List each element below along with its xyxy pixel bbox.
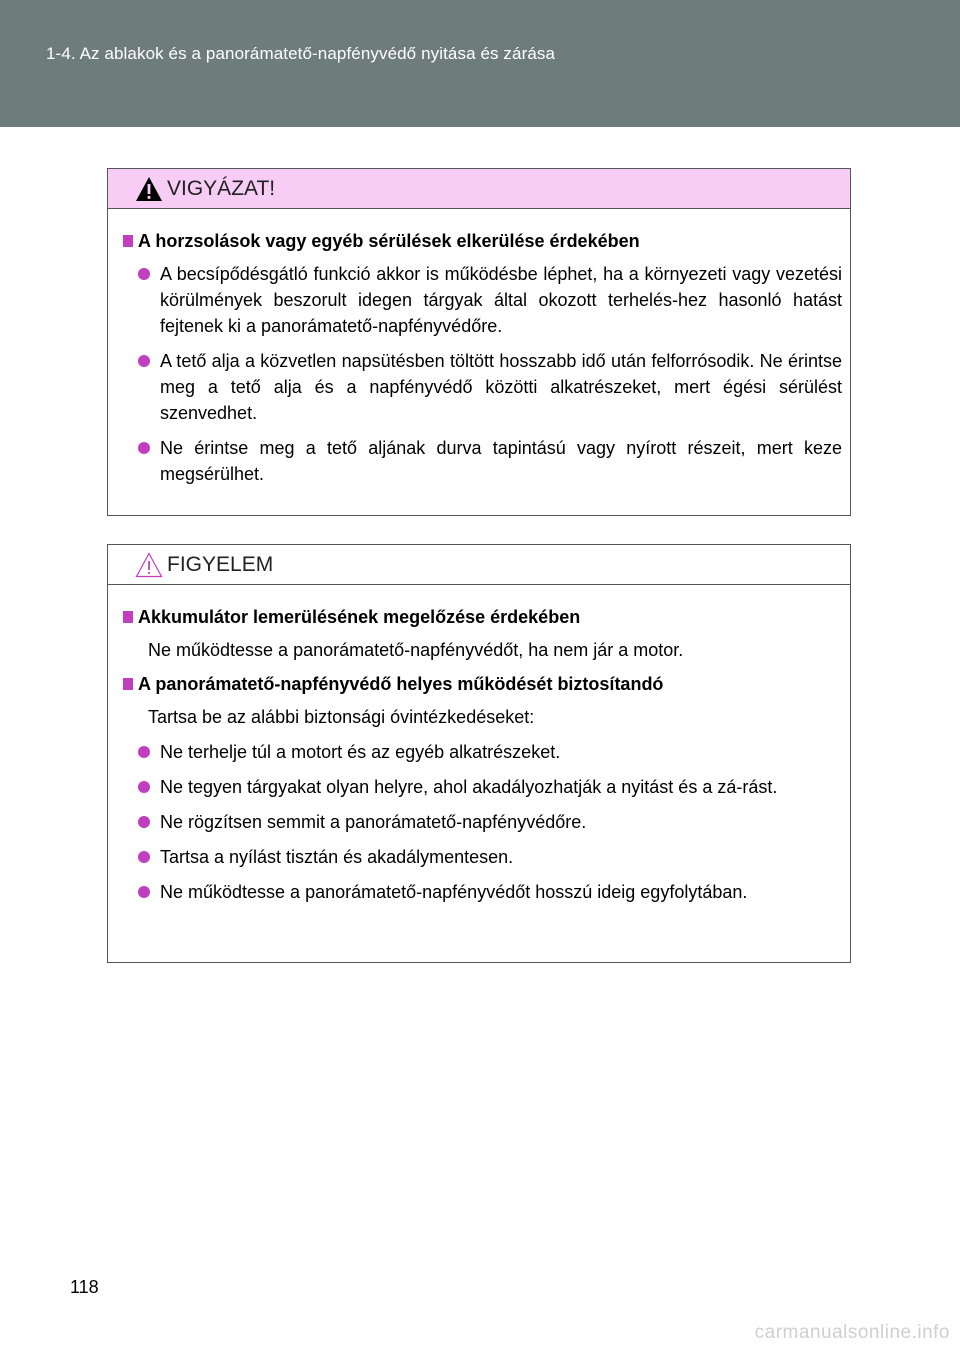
square-bullet-icon	[123, 235, 133, 247]
warning-box-header	[108, 169, 850, 209]
round-bullet-icon	[138, 746, 150, 758]
chapter-title: 1-4. Az ablakok és a panorámatető-napfényvédő nyitása és zárása	[46, 44, 556, 63]
notice-paragraph: Tartsa be az alábbi biztonsági óvintézkedéseket:	[148, 707, 535, 727]
square-bullet-icon	[123, 678, 133, 690]
warning-section-title-text: A horzsolások vagy egyéb sérülések elkerülése érdekében	[138, 231, 640, 251]
warning-label: VIGYÁZAT!	[167, 177, 276, 200]
warning-section-title	[123, 229, 842, 253]
notice-section-title	[123, 605, 842, 629]
list-item	[138, 809, 842, 835]
list-item	[138, 261, 842, 339]
round-bullet-icon	[138, 816, 150, 828]
notice-box	[107, 544, 851, 963]
warning-triangle-filled-icon	[135, 176, 163, 202]
warning-box	[107, 168, 851, 516]
notice-paragraph: Ne működtesse a panorámatető-napfényvédőt, ha nem jár a motor.	[148, 640, 684, 660]
list-item-text: Ne terhelje túl a motort és az egyéb alkatrészeket.	[160, 742, 561, 762]
list-item-text: Ne érintse meg a tető aljának durva tapintású vagy nyírott részeit, mert keze megsérülhet.	[160, 438, 842, 484]
round-bullet-icon	[138, 851, 150, 863]
list-item	[138, 739, 842, 765]
list-item	[138, 879, 842, 905]
list-item	[138, 435, 842, 487]
notice-section-title-text: A panorámatető-napfényvédő helyes működését biztosítandó	[138, 674, 664, 694]
notice-section-title-text: Akkumulátor lemerülésének megelőzése érdekében	[138, 607, 581, 627]
round-bullet-icon	[138, 886, 150, 898]
notice-body	[108, 585, 850, 905]
list-item-text: A tető alja a közvetlen napsütésben töltött hosszabb idő után felforrósodik. Ne érintse meg a tető alja és a napfényvédő közötti alkatrészeket, mert égési sérülést szenvedhet.	[160, 351, 842, 423]
notice-label: FIGYELEM	[167, 553, 274, 576]
round-bullet-icon	[138, 442, 150, 454]
list-item-text: Ne működtesse a panorámatető-napfényvédőt hosszú ideig egyfolytában.	[160, 882, 748, 902]
notice-box-header	[108, 545, 850, 585]
list-item-text: A becsípődésgátló funkció akkor is működésbe léphet, ha a környezeti vagy vezetési körülmények beszorult idegen tárgyak által okozott terhelés-hez hasonló hatást fejtenek ki a panorámatető-napfényvédőre.	[160, 264, 842, 336]
list-item-text: Ne tegyen tárgyakat olyan helyre, ahol akadályozhatják a nyitást és a zá-rást.	[160, 777, 778, 797]
round-bullet-icon	[138, 781, 150, 793]
list-item	[138, 348, 842, 426]
page-number: 118	[70, 1277, 99, 1297]
round-bullet-icon	[138, 268, 150, 280]
page-header	[0, 0, 960, 127]
square-bullet-icon	[123, 611, 133, 623]
round-bullet-icon	[138, 355, 150, 367]
notice-section-title	[123, 672, 842, 696]
list-item-text: Tartsa a nyílást tisztán és akadálymentesen.	[160, 847, 514, 867]
list-item	[138, 844, 842, 870]
warning-triangle-outline-icon	[135, 552, 163, 578]
list-item	[138, 774, 842, 800]
watermark: carmanualsonline.info	[754, 1322, 950, 1343]
list-item-text: Ne rögzítsen semmit a panorámatető-napfényvédőre.	[160, 812, 587, 832]
warning-body	[108, 209, 850, 487]
